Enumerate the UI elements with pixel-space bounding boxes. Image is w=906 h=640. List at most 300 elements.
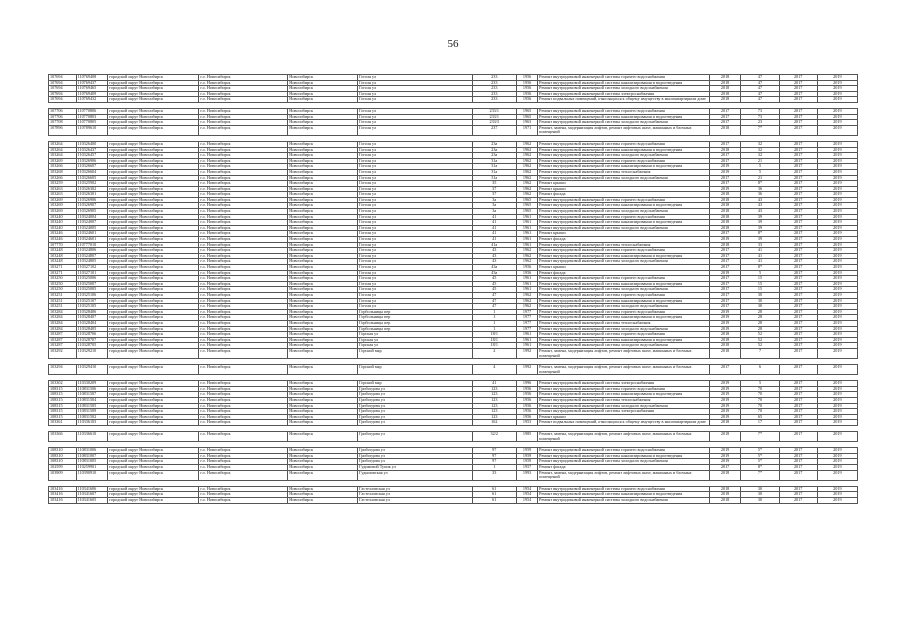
cell-city: Новосибирск	[288, 220, 358, 226]
cell-municipal-district: городской округ Новосибирск	[108, 203, 199, 209]
cell-settlement: г.о. Новосибирск	[199, 270, 288, 276]
cell-wear-percent: 73	[741, 114, 779, 120]
cell-house-number: 4	[472, 365, 516, 375]
cell-work-id: 110324807	[76, 253, 108, 259]
cell-house-number: 123	[472, 403, 516, 409]
cell-plan-year: 2017	[709, 231, 741, 237]
cell-work-id: 110326906	[76, 197, 108, 203]
cell-plan-year: 2018	[709, 97, 741, 103]
cell-house-id: 107770	[49, 242, 77, 248]
cell-build-year: 1985	[517, 432, 538, 442]
cell-work-id: 110325106	[76, 292, 108, 298]
cell-street: Горбольницы пер	[358, 309, 472, 315]
cell-house-id: 108310	[49, 448, 77, 454]
cell-period-start: 2017	[779, 309, 817, 315]
cell-street: Грибоедова ул	[358, 403, 472, 409]
cell-wear-percent: 21	[741, 175, 779, 181]
cell-street: Гоголя ул	[358, 231, 472, 237]
cell-city: Новосибирск	[288, 270, 358, 276]
cell-build-year: 1977	[517, 315, 538, 321]
cell-house-number: 3а	[472, 209, 516, 215]
cell-municipal-district: городской округ Новосибирск	[108, 414, 199, 420]
cell-period-start: 2017	[779, 147, 817, 153]
cell-city: Новосибирск	[288, 281, 358, 287]
cell-work-id: 110341607	[76, 492, 108, 498]
cell-plan-year: 2018	[709, 220, 741, 226]
cell-period-start: 2017	[779, 304, 817, 310]
cell-period-end: 2019	[817, 169, 857, 175]
cell-build-year: 1965	[517, 108, 538, 114]
cell-work-id: 110326302	[76, 186, 108, 192]
cell-wear-percent: 36	[741, 192, 779, 198]
cell-house-number: 43а	[472, 265, 516, 271]
cell-period-end: 2019	[817, 365, 857, 375]
cell-street: Гоголя ул	[358, 192, 472, 198]
cell-period-start: 2017	[779, 448, 817, 454]
cell-house-number: 123	[472, 386, 516, 392]
cell-city: Новосибирск	[288, 97, 358, 103]
cell-period-end: 2019	[817, 141, 857, 147]
cell-wear-percent: 36	[741, 186, 779, 192]
cell-work-type: Ремонт внутридомовой инженерной системы горячего водоснабжения	[538, 309, 710, 315]
cell-municipal-district: городской округ Новосибирск	[108, 270, 199, 276]
cell-municipal-district: городской округ Новосибирск	[108, 465, 199, 471]
cell-period-end: 2019	[817, 248, 857, 254]
cell-street: Гоголя ул	[358, 220, 472, 226]
cell-house-id: 103259	[49, 181, 77, 187]
cell-house-number: 1	[472, 315, 516, 321]
cell-plan-year: 2019	[709, 320, 741, 326]
cell-period-start: 2017	[779, 153, 817, 159]
cell-house-number: 43а	[472, 270, 516, 276]
cell-work-id: 110325005	[76, 287, 108, 293]
cell-settlement: г.о. Новосибирск	[199, 343, 288, 349]
cell-house-id: 103416	[49, 486, 77, 492]
cell-work-type: Ремонт внутридомовой инженерной системы холодного водоснабжения	[538, 287, 710, 293]
cell-house-number: 1	[472, 309, 516, 315]
cell-plan-year: 2018	[709, 470, 741, 480]
cell-municipal-district: городской округ Новосибирск	[108, 304, 199, 310]
cell-work-id: 110324007	[76, 220, 108, 226]
cell-house-number: 47	[472, 292, 516, 298]
cell-municipal-district: городской округ Новосибирск	[108, 459, 199, 465]
cell-settlement: г.о. Новосибирск	[199, 287, 288, 293]
cell-house-id: 103251	[49, 304, 77, 310]
cell-work-type: Ремонт внутридомовой инженерной системы теплоснабжения	[538, 398, 710, 404]
cell-plan-year: 2018	[709, 337, 741, 343]
cell-city: Новосибирск	[288, 420, 358, 426]
cell-house-id: 108315	[49, 414, 77, 420]
cell-period-start: 2017	[779, 497, 817, 503]
cell-period-start: 2017	[779, 298, 817, 304]
cell-work-id: 110769465	[76, 86, 108, 92]
cell-street: Грибоедова ул	[358, 414, 472, 420]
cell-build-year: 1962	[517, 158, 538, 164]
cell-work-type: Ремонт внутридомовой инженерной системы горячего водоснабжения	[538, 248, 710, 254]
cell-build-year: 1961	[517, 214, 538, 220]
cell-work-type: Ремонт внутридомовой инженерной системы холодного водоснабжения	[538, 259, 710, 265]
cell-city: Новосибирск	[288, 186, 358, 192]
cell-build-year: 1961	[517, 276, 538, 282]
cell-street: Грибоедова ул	[358, 448, 472, 454]
cell-wear-percent: 70	[741, 409, 779, 415]
cell-settlement: г.о. Новосибирск	[199, 315, 288, 321]
cell-settlement: г.о. Новосибирск	[199, 225, 288, 231]
cell-house-number: 61	[472, 492, 516, 498]
cell-settlement: г.о. Новосибирск	[199, 214, 288, 220]
cell-municipal-district: городской округ Новосибирск	[108, 75, 199, 81]
cell-period-end: 2019	[817, 392, 857, 398]
cell-municipal-district: городской округ Новосибирск	[108, 292, 199, 298]
cell-municipal-district: городской округ Новосибирск	[108, 332, 199, 338]
cell-period-end: 2019	[817, 492, 857, 498]
cell-build-year: 1961	[517, 242, 538, 248]
cell-settlement: г.о. Новосибирск	[199, 337, 288, 343]
cell-house-id: 103294	[49, 365, 77, 375]
cell-work-id: 110341606	[76, 486, 108, 492]
cell-house-id: 103284	[49, 309, 77, 315]
cell-period-start: 2017	[779, 237, 817, 243]
cell-build-year: 1961	[517, 332, 538, 338]
cell-municipal-district: городской округ Новосибирск	[108, 265, 199, 271]
cell-wear-percent: 47	[741, 97, 779, 103]
cell-street: Горская ул	[358, 343, 472, 349]
cell-work-id: 110777010	[76, 242, 108, 248]
cell-period-start: 2017	[779, 486, 817, 492]
cell-city: Новосибирск	[288, 237, 358, 243]
cell-period-end: 2019	[817, 332, 857, 338]
cell-work-type: Ремонт внутридомовой инженерной системы горячего водоснабжения	[538, 292, 710, 298]
cell-house-number: 233	[472, 75, 516, 81]
cell-house-number: 233	[472, 86, 516, 92]
cell-work-type: Ремонт крыши	[538, 186, 710, 192]
cell-work-type: Ремонт подвальных помещений, относящихся к общему имуществу в многоквартирном доме	[538, 97, 710, 103]
cell-house-id: 103240	[49, 214, 77, 220]
cell-house-number: 97	[472, 448, 516, 454]
cell-build-year: 1962	[517, 298, 538, 304]
cell-municipal-district: городской округ Новосибирск	[108, 470, 199, 480]
cell-house-id: 103268	[49, 169, 77, 175]
cell-settlement: г.о. Новосибирск	[199, 86, 288, 92]
cell-municipal-district: городской округ Новосибирск	[108, 169, 199, 175]
cell-municipal-district: городской округ Новосибирск	[108, 337, 199, 343]
cell-build-year: 1956	[517, 414, 538, 420]
cell-municipal-district: городской округ Новосибирск	[108, 192, 199, 198]
cell-period-start: 2017	[779, 381, 817, 387]
cell-period-end: 2019	[817, 409, 857, 415]
cell-work-id: 110326905	[76, 209, 108, 215]
cell-settlement: г.о. Новосибирск	[199, 181, 288, 187]
cell-work-type: Ремонт внутридомовой инженерной системы электроснабжения	[538, 91, 710, 97]
cell-build-year: 1961	[517, 231, 538, 237]
repair-schedule-table-wrapper	[48, 74, 858, 504]
cell-house-number: 162	[472, 420, 516, 426]
cell-settlement: г.о. Новосибирск	[199, 91, 288, 97]
cell-work-type: Ремонт фасада	[538, 237, 710, 243]
cell-period-start: 2017	[779, 253, 817, 259]
cell-street: Горбольницы пер	[358, 326, 472, 332]
cell-work-type: Ремонт внутридомовой инженерной системы канализирования и водоотведения	[538, 315, 710, 321]
cell-work-id: 110770806	[76, 108, 108, 114]
cell-house-id: 103251	[49, 298, 77, 304]
cell-house-id: 103302	[49, 381, 77, 387]
cell-wear-percent: 39	[741, 220, 779, 226]
cell-wear-percent: 28	[741, 315, 779, 321]
cell-settlement: г.о. Новосибирск	[199, 386, 288, 392]
cell-settlement: г.о. Новосибирск	[199, 164, 288, 170]
cell-plan-year: 2017	[709, 276, 741, 282]
cell-house-number: 31а	[472, 169, 516, 175]
cell-work-id: 110326607	[76, 164, 108, 170]
cell-street: Гоголя ул	[358, 164, 472, 170]
cell-city: Новосибирск	[288, 175, 358, 181]
cell-period-start: 2017	[779, 465, 817, 471]
cell-build-year: 1956	[517, 386, 538, 392]
cell-house-number: 61	[472, 497, 516, 503]
cell-period-end: 2019	[817, 75, 857, 81]
cell-municipal-district: городской округ Новосибирск	[108, 158, 199, 164]
cell-plan-year: 2017	[709, 465, 741, 471]
cell-city: Новосибирск	[288, 276, 358, 282]
cell-house-id: 103246	[49, 237, 77, 243]
cell-city: Новосибирск	[288, 225, 358, 231]
cell-build-year: 1961	[517, 287, 538, 293]
cell-work-id: 110325006	[76, 276, 108, 282]
cell-street: Гоголя ул	[358, 97, 472, 103]
cell-period-end: 2019	[817, 265, 857, 271]
cell-build-year: 1962	[517, 147, 538, 153]
cell-work-id: 110327101	[76, 270, 108, 276]
cell-house-id: 103909	[49, 470, 77, 480]
cell-build-year: 1971	[517, 125, 538, 135]
cell-house-id: 107694	[49, 86, 77, 92]
cell-period-end: 2019	[817, 86, 857, 92]
cell-work-id: 110329410	[76, 365, 108, 375]
cell-period-start: 2017	[779, 220, 817, 226]
cell-plan-year: 2017	[709, 298, 741, 304]
cell-house-number: 23а	[472, 141, 516, 147]
cell-house-id: 103266	[49, 175, 77, 181]
cell-house-id: 103264	[49, 153, 77, 159]
cell-city: Новосибирск	[288, 265, 358, 271]
cell-settlement: г.о. Новосибирск	[199, 141, 288, 147]
cell-work-type: Ремонт внутридомовой инженерной системы холодного водоснабжения	[538, 304, 710, 310]
cell-period-start: 2017	[779, 141, 817, 147]
cell-work-type: Ремонт внутридомовой инженерной системы теплоснабжения	[538, 242, 710, 248]
cell-period-start: 2017	[779, 125, 817, 135]
cell-period-end: 2019	[817, 186, 857, 192]
cell-work-id: 110329210	[76, 348, 108, 358]
cell-house-id: 103240	[49, 225, 77, 231]
cell-city: Новосибирск	[288, 91, 358, 97]
cell-plan-year: 2018	[709, 432, 741, 442]
cell-house-id: 103250	[49, 281, 77, 287]
repair-schedule-table	[48, 74, 858, 504]
cell-plan-year: 2019	[709, 386, 741, 392]
cell-street: Гоголя ул	[358, 214, 472, 220]
cell-period-end: 2019	[817, 465, 857, 471]
cell-settlement: г.о. Новосибирск	[199, 497, 288, 503]
cell-wear-percent: 70	[741, 403, 779, 409]
cell-city: Новосибирск	[288, 141, 358, 147]
cell-build-year: 1962	[517, 253, 538, 259]
cell-city: Новосибирск	[288, 414, 358, 420]
cell-work-id: 110328404	[76, 320, 108, 326]
cell-period-start: 2017	[779, 231, 817, 237]
cell-house-number: 233/1	[472, 114, 516, 120]
cell-street: Гоголя ул	[358, 276, 472, 282]
cell-period-start: 2017	[779, 292, 817, 298]
cell-plan-year: 2019	[709, 448, 741, 454]
cell-build-year: 1996	[517, 381, 538, 387]
cell-settlement: г.о. Новосибирск	[199, 432, 288, 442]
cell-street: Гудимовой Тупик ул	[358, 465, 472, 471]
cell-period-start: 2017	[779, 86, 817, 92]
cell-build-year: 1959	[517, 453, 538, 459]
cell-house-id: 103271	[49, 270, 77, 276]
cell-period-end: 2019	[817, 209, 857, 215]
cell-settlement: г.о. Новосибирск	[199, 332, 288, 338]
cell-settlement: г.о. Новосибирск	[199, 237, 288, 243]
cell-wear-percent: 8*	[741, 465, 779, 471]
cell-municipal-district: городской округ Новосибирск	[108, 91, 199, 97]
cell-period-start: 2017	[779, 259, 817, 265]
cell-street: Горбольницы пер	[358, 315, 472, 321]
cell-settlement: г.о. Новосибирск	[199, 147, 288, 153]
cell-build-year: 1956	[517, 91, 538, 97]
cell-work-type: Ремонт, замена, модернизация лифтов, ремонт лифтовых шахт, машинных и блочных помещений	[538, 432, 710, 442]
cell-house-number: 123	[472, 414, 516, 420]
cell-street: Гоголя ул	[358, 281, 472, 287]
cell-period-end: 2019	[817, 403, 857, 409]
cell-plan-year: 2018	[709, 332, 741, 338]
cell-street: Гоголя ул	[358, 186, 472, 192]
cell-wear-percent: 5*	[741, 459, 779, 465]
cell-plan-year: 2019	[709, 392, 741, 398]
cell-work-id: 110831502	[76, 414, 108, 420]
cell-street: Горский мкр	[358, 365, 472, 375]
cell-house-id: 108315	[49, 386, 77, 392]
cell-plan-year: 2017	[709, 175, 741, 181]
cell-house-number: 41	[472, 237, 516, 243]
cell-work-type: Ремонт внутридомовой инженерной системы канализирования и водоотведения	[538, 298, 710, 304]
cell-settlement: г.о. Новосибирск	[199, 248, 288, 254]
cell-wear-percent: 43	[741, 197, 779, 203]
cell-plan-year: 2018	[709, 225, 741, 231]
cell-period-start: 2017	[779, 398, 817, 404]
cell-house-id: 103269	[49, 197, 77, 203]
cell-wear-percent: 47	[741, 91, 779, 97]
cell-city: Новосибирск	[288, 125, 358, 135]
cell-settlement: г.о. Новосибирск	[199, 153, 288, 159]
cell-house-number: 41а	[472, 242, 516, 248]
cell-build-year: 1965	[517, 114, 538, 120]
cell-municipal-district: городской округ Новосибирск	[108, 343, 199, 349]
cell-city: Новосибирск	[288, 326, 358, 332]
cell-period-end: 2019	[817, 147, 857, 153]
cell-municipal-district: городской округ Новосибирск	[108, 225, 199, 231]
cell-build-year: 1965	[517, 197, 538, 203]
cell-street: Гоголя ул	[358, 298, 472, 304]
cell-house-number: 97	[472, 453, 516, 459]
cell-municipal-district: городской округ Новосибирск	[108, 409, 199, 415]
cell-work-id: 110324806	[76, 248, 108, 254]
cell-house-id: 103416	[49, 492, 77, 498]
cell-plan-year: 2019	[709, 414, 741, 420]
cell-build-year: 1962	[517, 169, 538, 175]
cell-city: Новосибирск	[288, 197, 358, 203]
cell-plan-year: 2018	[709, 214, 741, 220]
cell-plan-year: 2018	[709, 91, 741, 97]
cell-street: Гастелловская ул	[358, 492, 472, 498]
cell-period-start: 2017	[779, 326, 817, 332]
cell-house-number: 23а	[472, 147, 516, 153]
cell-work-id: 110325902	[76, 181, 108, 187]
cell-work-id: 110336610	[76, 432, 108, 442]
cell-house-number: 31а	[472, 158, 516, 164]
cell-city: Новосибирск	[288, 259, 358, 265]
cell-work-id: 110831007	[76, 453, 108, 459]
cell-municipal-district: городской округ Новосибирск	[108, 381, 199, 387]
cell-street: Гоголя ул	[358, 253, 472, 259]
cell-wear-percent: 15	[741, 276, 779, 282]
cell-municipal-district: городской округ Новосибирск	[108, 186, 199, 192]
cell-plan-year: 2017	[709, 253, 741, 259]
cell-house-id: 103287	[49, 343, 77, 349]
cell-street: Гоголя ул	[358, 181, 472, 187]
cell-municipal-district: городской округ Новосибирск	[108, 492, 199, 498]
cell-street: Гоголя ул	[358, 209, 472, 215]
cell-wear-percent: 39	[741, 214, 779, 220]
cell-street: Гоголя ул	[358, 125, 472, 135]
cell-house-id: 103292	[49, 348, 77, 358]
cell-period-start: 2017	[779, 248, 817, 254]
cell-city: Новосибирск	[288, 292, 358, 298]
cell-house-id: 108310	[49, 453, 77, 459]
cell-work-type: Ремонт внутридомовой инженерной системы канализирования и водоотведения	[538, 114, 710, 120]
cell-settlement: г.о. Новосибирск	[199, 209, 288, 215]
cell-period-end: 2019	[817, 175, 857, 181]
cell-period-start: 2017	[779, 169, 817, 175]
cell-wear-percent: 73	[741, 108, 779, 114]
cell-street: Гоголя ул	[358, 108, 472, 114]
cell-period-start: 2017	[779, 392, 817, 398]
cell-settlement: г.о. Новосибирск	[199, 304, 288, 310]
cell-municipal-district: городской округ Новосибирск	[108, 237, 199, 243]
cell-work-type: Ремонт внутридомовой инженерной системы холодного водоснабжения	[538, 153, 710, 159]
cell-build-year: 1963	[517, 120, 538, 126]
cell-work-type: Ремонт внутридомовой инженерной системы канализирования и водоотведения	[538, 337, 710, 343]
cell-municipal-district: городской округ Новосибирск	[108, 309, 199, 315]
cell-house-number: 37	[472, 192, 516, 198]
cell-work-id: 110328705	[76, 343, 108, 349]
cell-house-id: 103266	[49, 164, 77, 170]
cell-house-number: 47	[472, 298, 516, 304]
cell-municipal-district: городской округ Новосибирск	[108, 320, 199, 326]
cell-settlement: г.о. Новосибирск	[199, 265, 288, 271]
cell-house-id: 103251	[49, 292, 77, 298]
cell-plan-year: 2019	[709, 381, 741, 387]
cell-house-number: 18/1	[472, 332, 516, 338]
cell-plan-year: 2018	[709, 486, 741, 492]
cell-settlement: г.о. Новосибирск	[199, 470, 288, 480]
cell-settlement: г.о. Новосибирск	[199, 492, 288, 498]
cell-build-year: 1962	[517, 248, 538, 254]
cell-period-start: 2017	[779, 120, 817, 126]
cell-street: Гудымовская ул	[358, 470, 472, 480]
cell-plan-year: 2019	[709, 186, 741, 192]
cell-settlement: г.о. Новосибирск	[199, 381, 288, 387]
